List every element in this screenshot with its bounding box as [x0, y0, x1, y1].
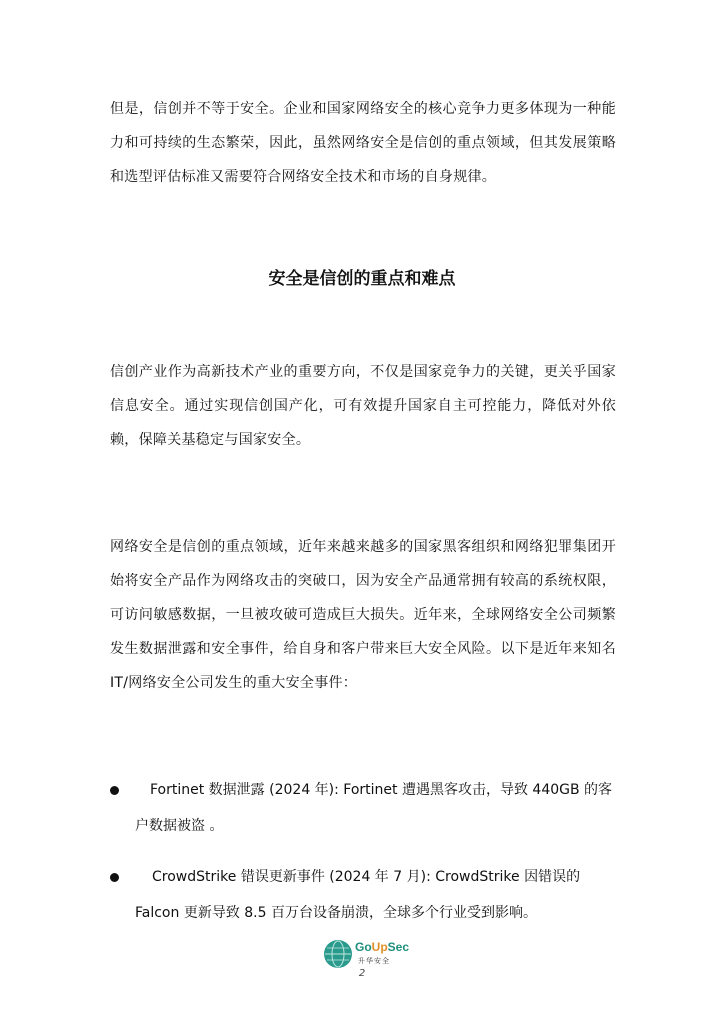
paragraph-1: 信创产业作为高新技术产业的重要方向，不仅是国家竞争力的关键，更关乎国家信息安全。通过实现信创国产化，可有效提升国家自主可控能力，降低对外依赖，保障关基稳定与国家安全。	[110, 364, 616, 448]
list-item	[110, 772, 616, 844]
paragraph-2: 网络安全是信创的重点领域，近年来越来越多的国家黑客组织和网络犯罪集团开始将安全产品作为网络攻击的突破口，因为安全产品通常拥有较高的系统权限，可访问敏感数据，一旦被攻破可造成巨大损失。近年来，全球网络安全公司频繁发生数据泄露和安全事件，给自身和客户带来巨大安全风险。以下是近年来知名 IT/网络安全公司发生的重大安全事件：	[110, 539, 616, 691]
bullet-1-line2: 户数据被盗 。	[135, 818, 224, 834]
bullet-2-line1: CrowdStrike 错误更新事件 (2024 年 7 月): CrowdStrike 因错误的	[152, 869, 581, 885]
intro-paragraph: 但是，信创并不等于安全。企业和国家网络安全的核心竞争力更多体现为一种能力和可持续的生态繁荣，因此，虽然网络安全是信创的重点领域，但其发展策略和选型评估标准又需要符合网络安全技术和市场的自身规律。	[110, 101, 616, 185]
goupsec-logo	[324, 940, 424, 970]
list-item	[110, 859, 616, 931]
bullet-2-line2: Falcon 更新导致 8.5 百万台设备崩溃，全球多个行业受到影响。	[135, 905, 537, 921]
logo-subtitle: 升华安全	[358, 957, 390, 965]
section-heading: 安全是信创的重点和难点	[268, 269, 456, 289]
bullet-1-line1: Fortinet 数据泄露 (2024 年): Fortinet 遭遇黑客攻击，导致 440GB 的客	[150, 782, 613, 798]
globe-logo-icon	[324, 940, 352, 968]
page-number: 2	[358, 968, 366, 979]
logo-brand-text: GoUpSec	[355, 940, 410, 954]
